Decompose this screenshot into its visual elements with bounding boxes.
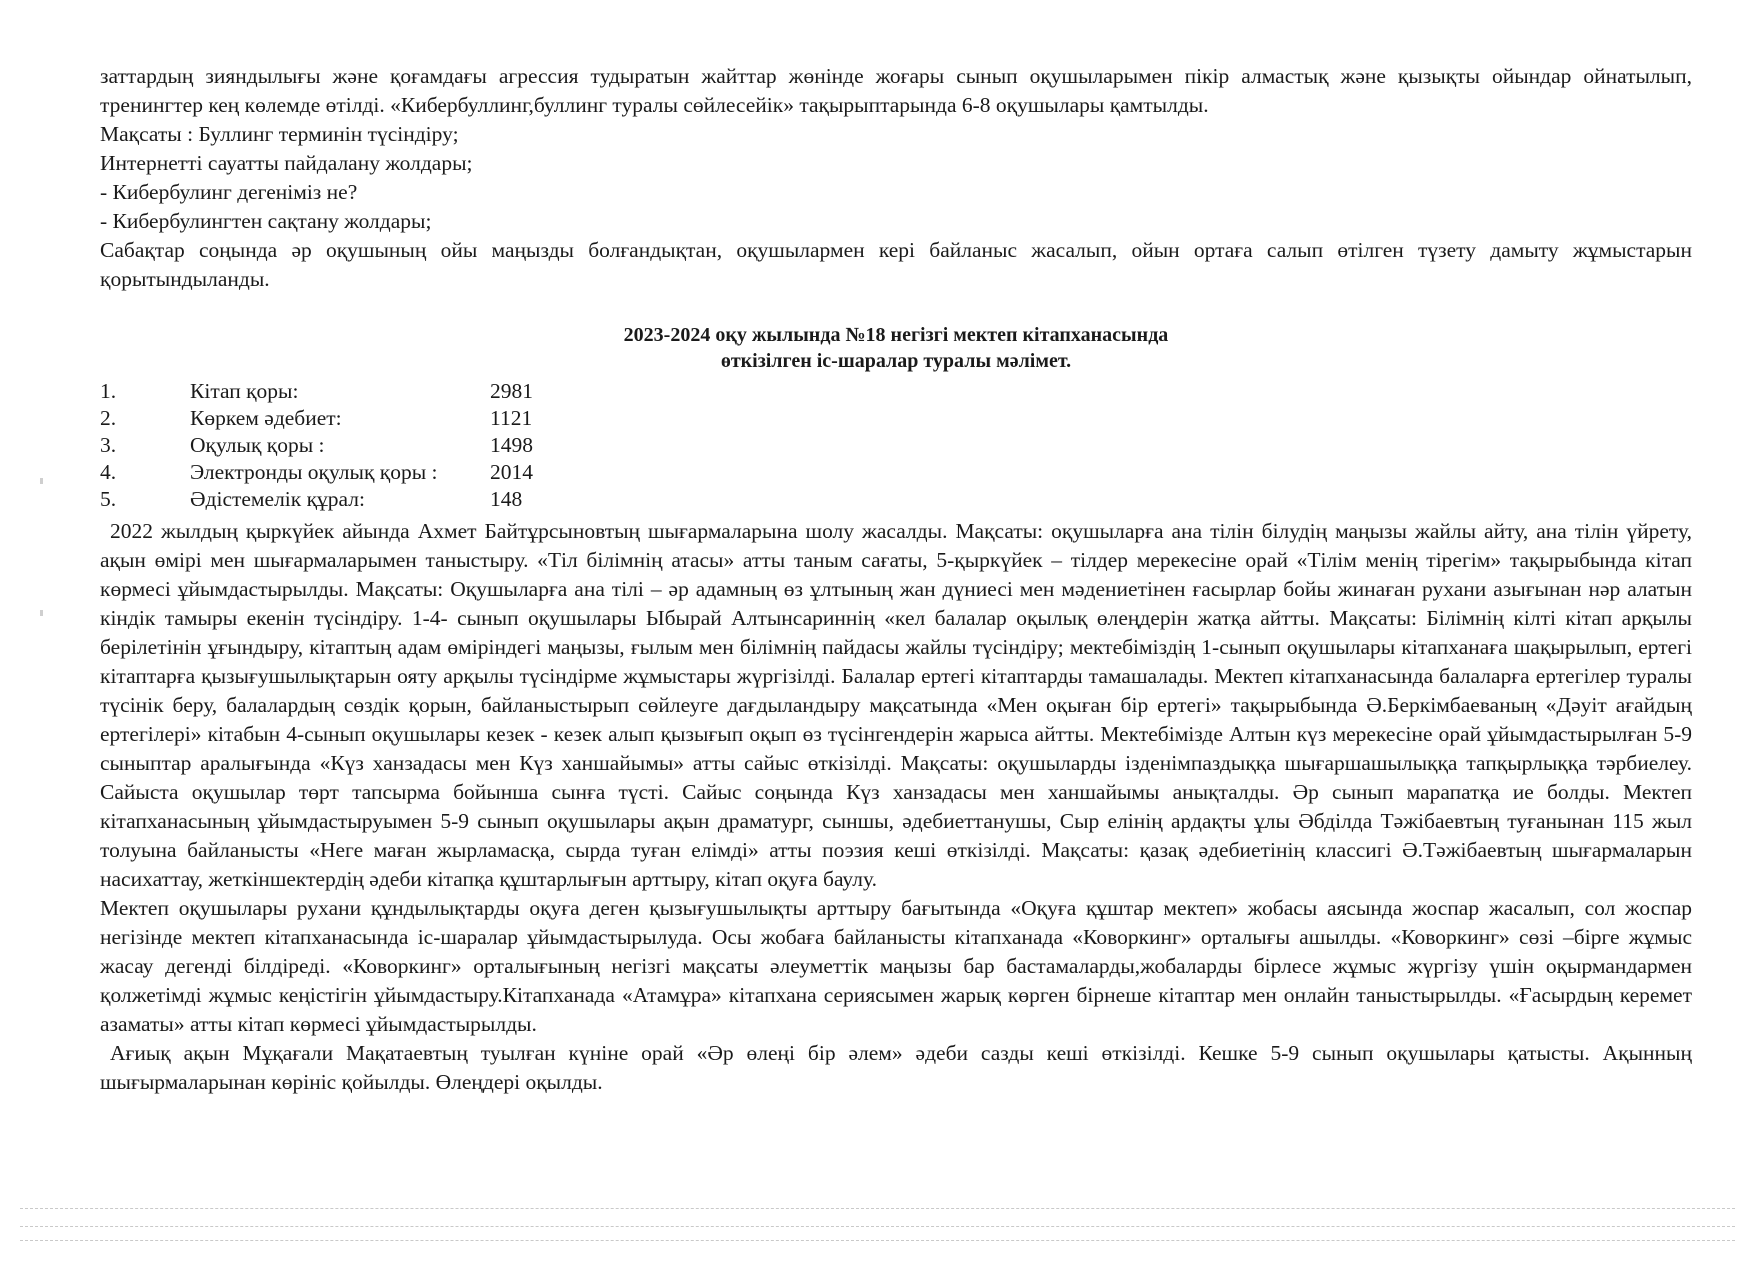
section-title-line-1: 2023-2024 оқу жылында №18 негізгі мектеп кітапханасында bbox=[623, 324, 1169, 346]
stat-label: Кітап қоры: bbox=[190, 379, 299, 403]
stat-value: 1121 bbox=[490, 406, 533, 430]
stat-row bbox=[100, 405, 1692, 432]
body-paragraph-makataev-evening: Ағиық ақын Мұқағали Мақатаевтың туылған күніне орай «Әр өлеңі бір әлем» әдеби сазды кеші өткізілді. Кешке 5-9 сынып оқушылары қатысты. Ақынның шығырмаларынан көрініс қойылды. Өлеңдері оқылды. bbox=[100, 1041, 1692, 1094]
scan-edge-line bbox=[20, 1226, 1735, 1227]
stat-number: 5. bbox=[100, 487, 117, 511]
stat-value: 2014 bbox=[490, 460, 533, 484]
stat-row bbox=[100, 378, 1692, 405]
stat-label: Оқулық қоры : bbox=[190, 433, 325, 457]
body-paragraph-coworking: Мектеп оқушылары рухани құндылықтарды оқуға деген қызығушылықты арттыру бағытында «Оқуға құштар мектеп» жобасы аясында жоспар жасалып, сол жоспар негізінде мектеп кітапханасында іс-шаралар ұйымдастырылуда. Осы жобаға байланысты кітапханада «Коворкинг» орталығы ашылды. «Коворкинг» сөзі –бірге жұмыс жасау дегенді білдіреді. «Коворкинг» орталығының негізгі мақсаты әлеуметтік маңызы бар бастамаларды,жобаларды бірлесе жұмыс жүргізу үшін оқырмандармен қолжетімді жұмыс кеңістігін ұйымдастыру.Кітапханада «Атамұра» кітапхана сериясымен жарық көрген бірнеше кітаптар мен онлайн таныстырылды. «Ғасырдың керемет азаматы» атты кітап көрмесі ұйымдастырылды. bbox=[100, 896, 1692, 1036]
stat-number: 3. bbox=[100, 433, 117, 457]
section-title-line-2: өткізілген іс-шаралар туралы мәлімет. bbox=[720, 350, 1072, 372]
intro-paragraph: заттардың зияндылығы және қоғамдағы агрессия тудыратын жайттар жөнінде жоғары сынып оқушыларымен пікір алмастық және қызықты ойындар ойнатылып, тренингтер кең көлемде өтілді. «Кибербуллинг,буллинг туралы сөйлесейік» тақырыптарында 6-8 оқушылары қамтылды. bbox=[100, 64, 1692, 117]
stat-number: 4. bbox=[100, 460, 117, 484]
intro-line-internet: Интернетті сауатты пайдалану жолдары; bbox=[100, 151, 473, 175]
stat-number: 1. bbox=[100, 379, 117, 403]
intro-line-cyberbullying-question: - Кибербулинг дегеніміз не? bbox=[100, 180, 358, 204]
stat-row bbox=[100, 459, 1692, 486]
stat-value: 2981 bbox=[490, 379, 533, 403]
scan-speck bbox=[40, 478, 43, 484]
intro-conclusion-paragraph: Сабақтар соңында әр оқушының ойы маңызды болғандықтан, оқушылармен кері байланыс жасалып, ойын ортаға салып өтілген түзету дамыту жұмыстарын қорытындыланды. bbox=[100, 238, 1692, 291]
stat-value: 1498 bbox=[490, 433, 533, 457]
document-page bbox=[100, 62, 1692, 1097]
stat-value: 148 bbox=[490, 487, 523, 511]
stat-row bbox=[100, 432, 1692, 459]
stat-label: Электронды оқулық қоры : bbox=[190, 460, 438, 484]
scan-edge-line bbox=[20, 1240, 1735, 1241]
library-stats-list bbox=[100, 378, 1692, 513]
scan-speck bbox=[40, 610, 43, 616]
intro-line-goal: Мақсаты : Буллинг терминін түсіндіру; bbox=[100, 122, 459, 146]
section-title bbox=[100, 322, 1692, 374]
stat-row bbox=[100, 486, 1692, 513]
body-paragraph-events-autumn: 2022 жылдың қыркүйек айында Ахмет Байтұрсыновтың шығармаларына шолу жасалды. Мақсаты: оқушыларға ана тілін білудің маңызы жайлы айту, ана тілін үйрету, ақын өмірі мен шығармаларымен таныстыру. «Тіл білімнің атасы» атты таным сағаты, 5-қыркүйек – тілдер мерекесіне орай «Тілім менің тірегім» тақырыбында кітап көрмесі ұйымдастырылды. Мақсаты: Оқушыларға ана тілі – әр адамның өз ұлтының жан дүниесі мен мәдениетінен ғасырлар бойы жинаған рухани азығынан нәр алатын кіндік тамыры екенін түсіндіру. 1-4- сынып оқушылары Ыбырай Алтынсариннің «кел балалар оқылық өлеңдерін жатқа айтты. Мақсаты: Білімнің кілті кітап арқылы берілетінін ұғындыру, кітаптың адам өміріндегі маңызы, ғылым мен білімнің пайдасы жайлы түсіндіру; мектебіміздің 1-сынып оқушылары кітапханаға шақырылып, ертегі кітаптарға қызығушылықтарын ояту арқылы түсіндірме жұмыстары жүргізілді. Балалар ертегі кітаптарды тамашалады. Мектеп кітапханасында балаларға ертегілер туралы түсінік беру, балалардың сөздік қорын, байланыстырып сөйлеуге дағдыландыру мақсатында «Мен оқыған бір ертегі» тақырыбында Ә.Беркімбаеваның «Дәуіт ағайдың ертегілері» кітабын 4-сынып оқушылары кезек - кезек алып қызығып оқып өз түсінгендерін жарыса айтты. Мектебімізде Алтын күз мерекесіне орай ұйымдастырылған 5-9 сыныптар аралығында «Күз ханзадасы мен Күз ханшайымы» атты сайыс өткізілді. Мақсаты: оқушыларды ізденімпаздыққа шығаршашылыққа тапқырлыққа тәрбиелеу. Сайыста оқушылар төрт тапсырма бойынша сынға түсті. Сайыс соңында Күз ханзадасы мен ханшайымы анықталды. Әр сынып марапатқа ие болды. Мектеп кітапханасының ұйымдастыруымен 5-9 сынып оқушылары ақын драматург, сыншы, әдебиеттанушы, Сыр елінің ардақты ұлы Әбділда Тәжібаевтың туғанынан 115 жыл толуына байланысты «Неге маған жырламасқа, сырда туған елімді» атты поэзия кеші өткізілді. Мақсаты: қазақ әдебиетінің классигі Ә.Тәжібаевтың шығармаларын насихаттау, жеткіншектердің әдеби кітапқа құштарлығын арттыру, кітап оқуға баулу. bbox=[100, 519, 1692, 891]
stat-number: 2. bbox=[100, 406, 117, 430]
scan-edge-line bbox=[20, 1208, 1735, 1209]
intro-line-cyberbullying-prevention: - Кибербулингтен сақтану жолдары; bbox=[100, 209, 432, 233]
stat-label: Әдістемелік құрал: bbox=[190, 487, 365, 511]
stat-label: Көркем әдебиет: bbox=[190, 406, 342, 430]
